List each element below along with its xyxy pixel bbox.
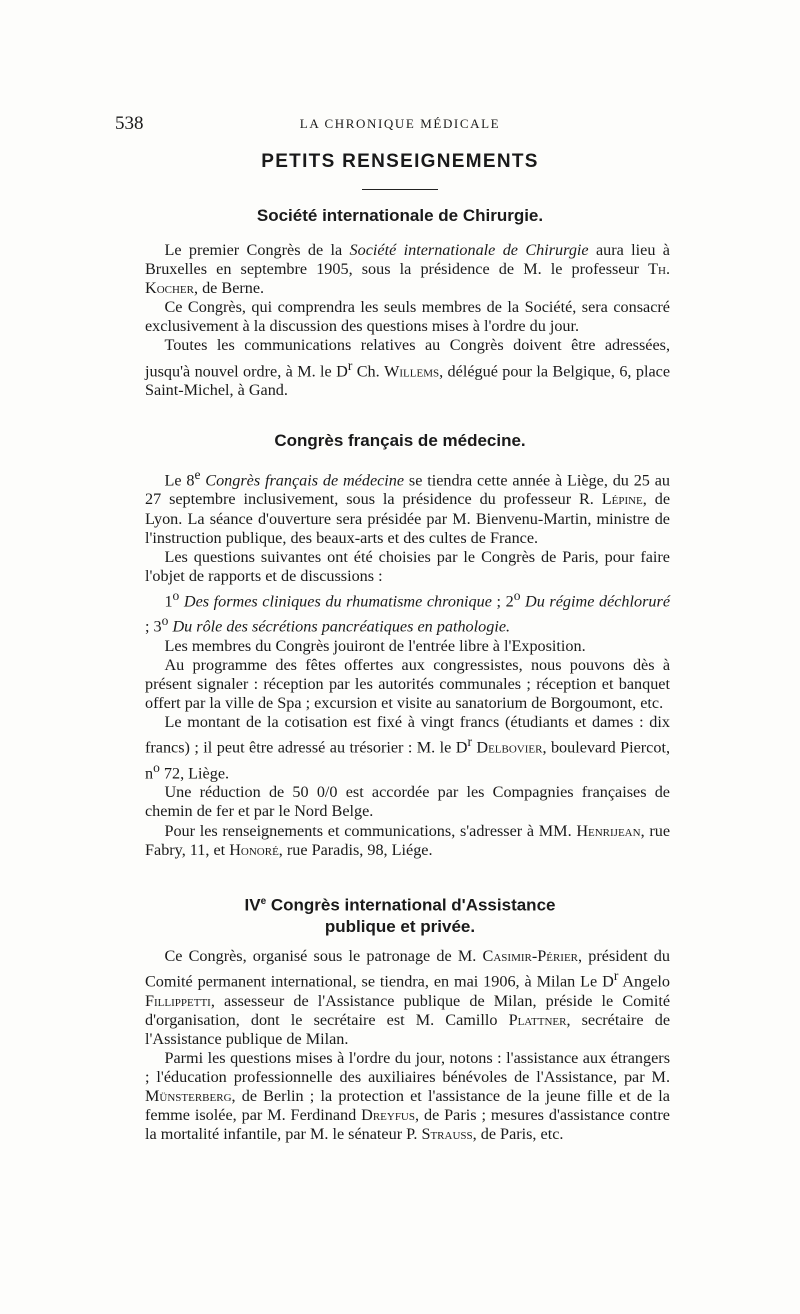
running-head: LA CHRONIQUE MÉDICALE [299,116,501,131]
section-body-medecine [145,465,670,860]
paragraph: Pour les renseignements et communications, s'adresser à MM. Henrijean, rue Fabry, 11, et Honoré, rue Paradis, 98, Liége. [145,821,670,859]
paragraph: Une réduction de 50 0/0 est accordée par les Compagnies françaises de chemin de fer et par le Nord Belge. [145,783,670,821]
page-title: PETITS RENSEIGNEMENTS [261,151,539,172]
paragraph: Les membres du Congrès jouiront de l'entrée libre à l'Exposition. [164,636,586,655]
paragraph: Parmi les questions mises à l'ordre du jour, notons : l'assistance aux étrangers ; l'éducation professionnelle des auxiliaires bénévoles de l'Assistance, par M. Münsterberg, de Berlin ; la protection et l'assistance de la jeune fille et de la femme isolée, par M. Ferdinand Dreyfus, de Paris ; mesures d'assistance contre la mortalité infantile, par M. le sénateur P. Strauss, de Paris, etc. [145,1048,670,1144]
section-body-chirurgie [145,241,670,400]
paragraph: Toutes les communications relatives au Congrès doivent être adressées, jusqu'à nouvel ordre, à M. le $D^r$ Ch. Willems, délégué pour la Belgique, 6, place Saint-Michel, à Gand. [145,336,671,400]
paragraph: Le 8e Congrès français de médecine se tiendra cette année à Liège, du 25 au 27 septembre inclusivement, sous la présidence du professeur R. Lépine, de Lyon. La séance d'ouverture sera présidée par M. Bienvenu-Martin, ministre de l'instruction publique, des beaux-arts et des cultes de France. [145,467,671,547]
paragraph: Le premier Congrès de la Société internationale de Chirurgie aura lieu à Bruxelles en septembre 1905, sous la présidence de M. le professeur Th. Kocher, de Berne. [145,241,670,298]
section-heading-chirurgie: Société internationale de Chirurgie. [256,206,544,225]
paragraph: Les questions suivantes ont été choisies par le Congrès de Paris, pour faire l'objet de rapports et de discussions : [145,547,670,585]
paragraph: Ce Congrès, organisé sous le patronage de M. Casimir-Périer, président du Comité permanent international, se tiendra, en mai 1906, à Milan Le $D^r$ Angelo Fillippetti, assesseur de l'Assistance publique de Milan, préside le Comité d'organisation, dont le secrétaire est M. Camillo Plattner, secrétaire de l'Assistance publique de Milan. [145,947,671,1048]
paragraph: Ce Congrès, qui comprendra les seuls membres de la Société, sera consacré exclusivement à la discussion des questions mises à l'ordre du jour. [145,298,670,336]
page-number: 538 [115,113,144,134]
section-heading-assistance: IVe Congrès international d'Assistance publique et privée. [244,895,556,936]
paragraph: Au programme des fêtes offertes aux congressistes, nous pouvons dès à présent signaler : réception par les autorités communales ; réception et banquet offert par la ville de Spa ; excursion et visite au sanatorium de Borgoumont, etc. [145,656,670,713]
page-header [115,113,685,135]
section-body-assistance [145,947,670,1144]
section-heading-medecine: Congrès français de médecine. [274,431,526,450]
paragraph: Le montant de la cotisation est fixé à vingt francs (étudiants et dames : dix francs) ; il peut être adressé au trésorier : M. le $D^r$ Delbovier, boulevard Piercot, $n^o$ 72, Liège. [145,713,671,783]
paragraph: 1$^o$ Des formes cliniques du rhumatisme chronique ; 2$^o$ Du régime déchloruré ; 3$^o$ Du rôle des sécrétions pancréatiques en pathologie. [145,587,670,636]
title-rule [362,189,438,190]
